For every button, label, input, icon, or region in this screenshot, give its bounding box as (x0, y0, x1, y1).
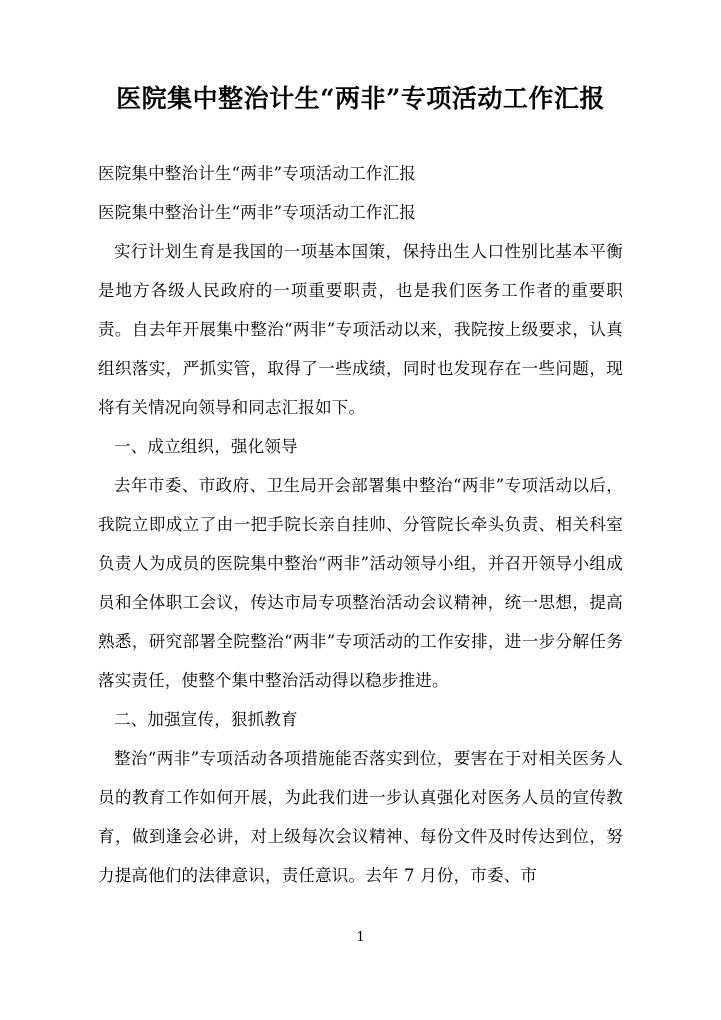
paragraph-section-2-body: 整治“两非”专项活动各项措施能否落实到位，要害在于对相关医务人员的教育工作如何开展，为此我们进一步认真强化对医务人员的宣传教育，做到逢会必讲，对上级每次会议精神、每份文件及时传达到位，努力提高他们的法律意识，责任意识。去年 7 月份，市委、市 (98, 749, 623, 885)
paragraph-section-1-body: 去年市委、市政府、卫生局开会部署集中整治“两非”专项活动以后，我院立即成立了由一把手院长亲自挂帅、分管院长牵头负责、相关科室负责人为成员的医院集中整治“两非”活动领导小组，并召开领导小组成员和全体职工会议，传达市局专项整治活动会议精神，统一思想，提高熟悉，研究部署全院整治“两非”专项活动的工作安排，进一步分解任务落实责任，使整个集中整治活动得以稳步推进。 (98, 476, 623, 690)
page-title: 医院集中整治计生“两非”专项活动工作汇报 (116, 84, 605, 113)
paragraph-heading-line-2: 医院集中整治计生“两非”专项活动工作汇报 (98, 203, 416, 222)
paragraph-heading-line-1: 医院集中整治计生“两非”专项活动工作汇报 (98, 164, 416, 183)
page-number: 1 (356, 930, 365, 945)
page-content-area (98, 0, 623, 1020)
paragraph-section-2-heading: 二、加强宣传，狠抓教育 (114, 710, 298, 729)
paragraph-section-1-heading: 一、成立组织，强化领导 (114, 437, 298, 456)
document-body (98, 154, 623, 895)
paragraph-intro: 实行计划生育是我国的一项基本国策，保持出生人口性别比基本平衡是地方各级人民政府的一项重要职责，也是我们医务工作者的重要职责。自去年开展集中整治“两非”专项活动以来，我院按上级要求，认真组织落实，严抓实管，取得了一些成绩，同时也发现存在一些问题，现将有关情况向领导和同志汇报如下。 (98, 242, 623, 417)
